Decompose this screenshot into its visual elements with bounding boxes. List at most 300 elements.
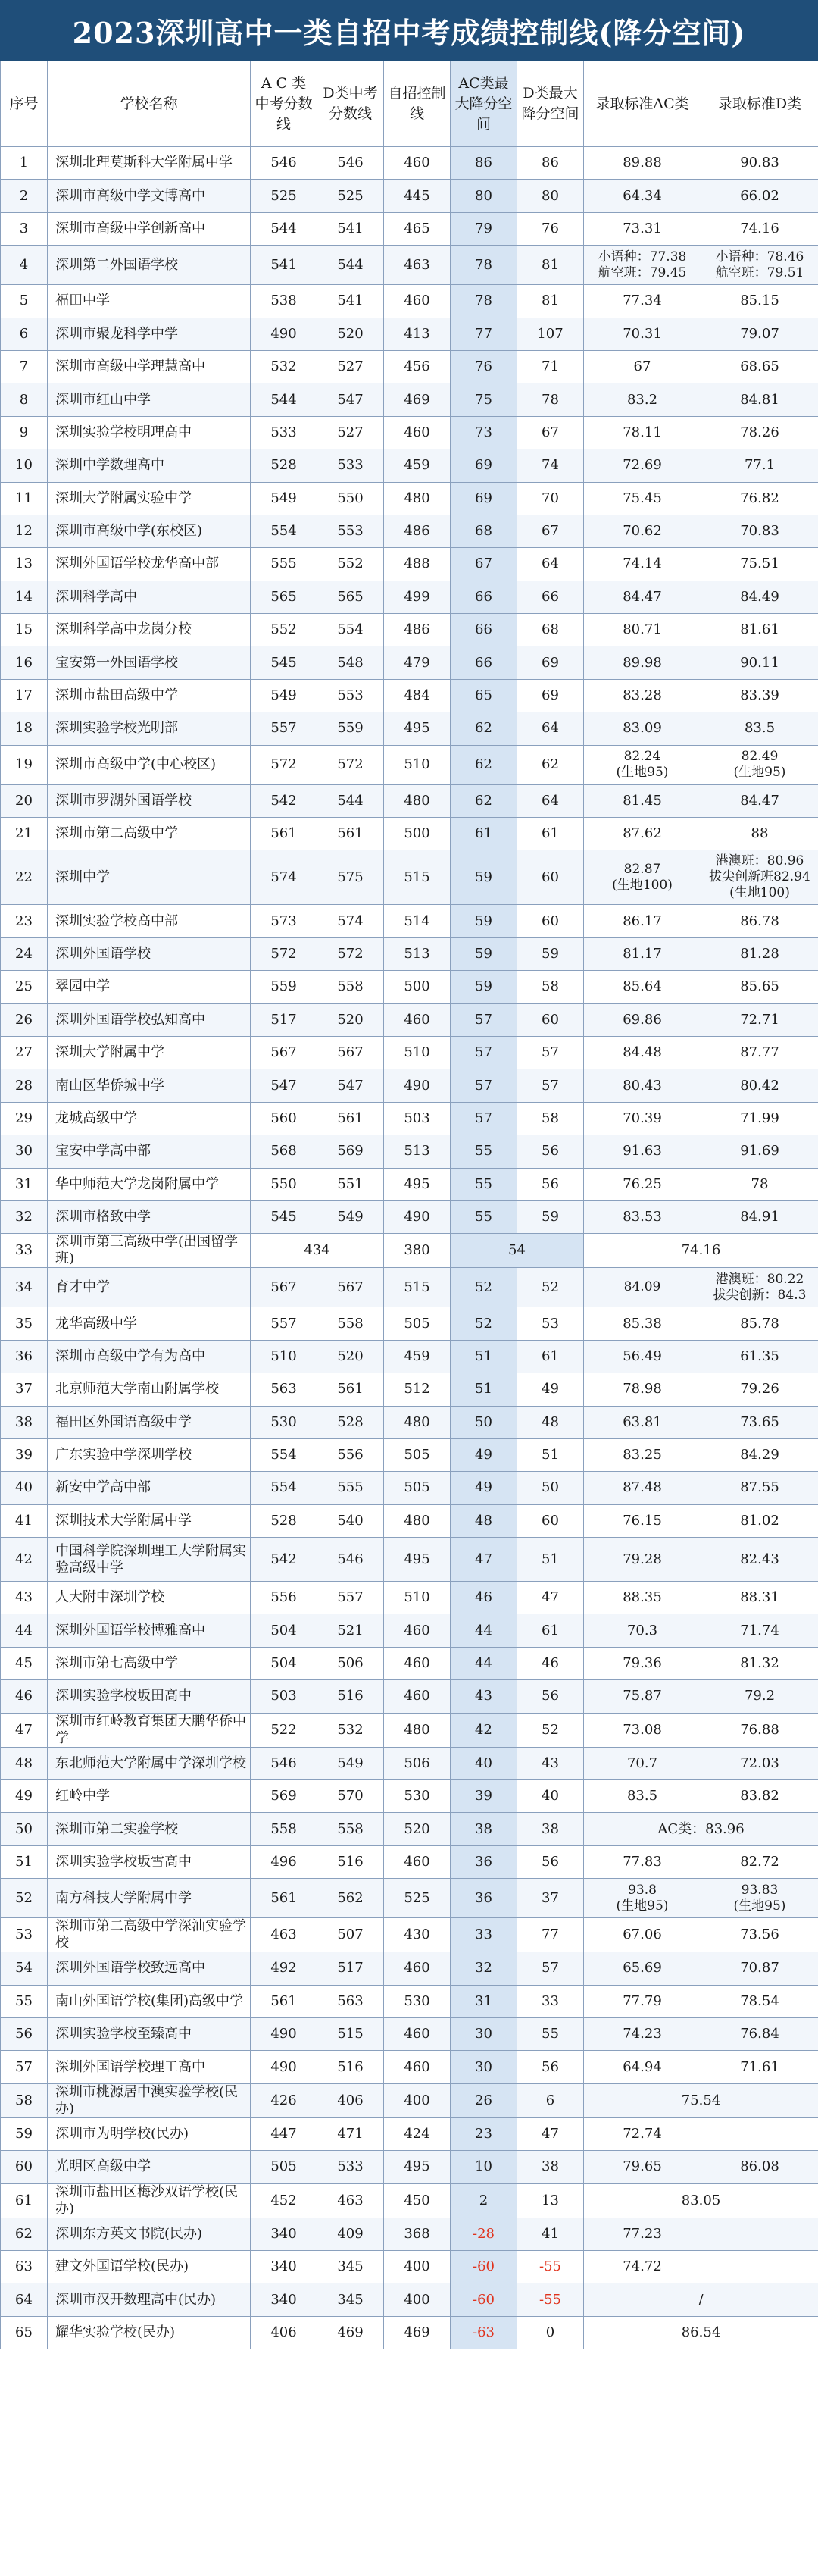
cell-d-max: 81	[517, 246, 584, 285]
cell-d-line: 547	[317, 1069, 384, 1102]
table-row	[1, 1747, 818, 1779]
cell-no: 58	[1, 2083, 48, 2117]
cell-d-line: 541	[317, 212, 384, 245]
cell-no: 20	[1, 784, 48, 817]
score-table	[0, 61, 818, 2349]
cell-d-max: 66	[517, 581, 584, 613]
cell-d-line: 561	[317, 1102, 384, 1135]
cell-school-name: 深圳中学	[48, 850, 251, 905]
cell-std-ac: 91.63	[584, 1135, 701, 1168]
cell-no: 30	[1, 1135, 48, 1168]
cell-school-name: 建文外国语学校(民办)	[48, 2250, 251, 2283]
header-std-ac: 录取标准AC类	[584, 61, 701, 147]
cell-no: 14	[1, 581, 48, 613]
cell-d-max: 69	[517, 646, 584, 679]
cell-ac-max: 32	[451, 1952, 517, 1985]
table-row	[1, 1614, 818, 1647]
cell-no: 32	[1, 1200, 48, 1233]
cell-d-max: 51	[517, 1438, 584, 1471]
cell-school-name: 深圳市格致中学	[48, 1200, 251, 1233]
cell-std-d: 71.74	[701, 1614, 818, 1647]
table-row	[1, 318, 818, 350]
cell-ac-max: 76	[451, 350, 517, 383]
table-row	[1, 350, 818, 383]
cell-ac-line: 563	[251, 1373, 317, 1406]
table-row	[1, 285, 818, 318]
cell-ac-line: 533	[251, 416, 317, 449]
cell-std-ac: 84.48	[584, 1036, 701, 1069]
cell-ac-line: 492	[251, 1952, 317, 1985]
cell-ac-max: 36	[451, 1879, 517, 1918]
cell-control-line: 480	[384, 784, 451, 817]
cell-std-d: 79.07	[701, 318, 818, 350]
cell-std-ac: 75.87	[584, 1680, 701, 1713]
table-row	[1, 1813, 818, 1845]
table-row	[1, 850, 818, 905]
cell-d-line: 561	[317, 1373, 384, 1406]
cell-school-name: 光明区高级中学	[48, 2151, 251, 2183]
cell-d-line: 556	[317, 1438, 384, 1471]
table-row	[1, 1713, 818, 1747]
cell-control-line: 400	[384, 2250, 451, 2283]
cell-d-max: 61	[517, 818, 584, 850]
cell-school-name: 翠园中学	[48, 971, 251, 1003]
table-row	[1, 1680, 818, 1713]
cell-d-line: 567	[317, 1268, 384, 1307]
cell-d-line: 471	[317, 2117, 384, 2150]
cell-no: 50	[1, 1813, 48, 1845]
cell-std-d: 71.61	[701, 2051, 818, 2083]
cell-school-name: 龙城高级中学	[48, 1102, 251, 1135]
cell-d-max: 76	[517, 212, 584, 245]
cell-ac-max: 38	[451, 1813, 517, 1845]
cell-ac-line: 542	[251, 784, 317, 817]
cell-control-line: 510	[384, 1582, 451, 1614]
cell-ac-max: 69	[451, 449, 517, 482]
cell-std-d: 61.35	[701, 1340, 818, 1373]
cell-ac-line: 545	[251, 646, 317, 679]
cell-std-ac: 56.49	[584, 1340, 701, 1373]
cell-std-d: 84.29	[701, 1438, 818, 1471]
cell-std-d: 80.42	[701, 1069, 818, 1102]
cell-d-max: 46	[517, 1647, 584, 1679]
cell-school-name: 深圳市高级中学文博高中	[48, 180, 251, 212]
cell-no: 41	[1, 1504, 48, 1537]
cell-d-max: 61	[517, 1340, 584, 1373]
cell-no: 62	[1, 2218, 48, 2250]
cell-d-max: 77	[517, 1918, 584, 1952]
cell-d-line: 575	[317, 850, 384, 905]
cell-d-line: 546	[317, 147, 384, 180]
cell-no: 33	[1, 1234, 48, 1268]
cell-ac-max: 61	[451, 818, 517, 850]
cell-no: 1	[1, 147, 48, 180]
cell-d-max: 38	[517, 1813, 584, 1845]
cell-std-ac: 83.53	[584, 1200, 701, 1233]
cell-d-line: 544	[317, 246, 384, 285]
cell-no: 64	[1, 2283, 48, 2316]
cell-ac-line: 542	[251, 1538, 317, 1582]
cell-school-name: 深圳实验学校明理高中	[48, 416, 251, 449]
cell-school-name: 深圳实验学校高中部	[48, 905, 251, 937]
cell-control-line: 520	[384, 1813, 451, 1845]
cell-std-ac: 87.48	[584, 1472, 701, 1504]
cell-d-max: 56	[517, 1135, 584, 1168]
cell-control-line: 500	[384, 971, 451, 1003]
cell-d-line: 557	[317, 1582, 384, 1614]
cell-control-line: 506	[384, 1747, 451, 1779]
cell-control-line: 512	[384, 1373, 451, 1406]
cell-ac-line: 530	[251, 1406, 317, 1438]
cell-school-name: 深圳市高级中学创新高中	[48, 212, 251, 245]
cell-std-ac: 84.47	[584, 581, 701, 613]
cell-std-ac: 83.25	[584, 1438, 701, 1471]
cell-std-d: 港澳班：80.22 拔尖创新：84.3	[701, 1268, 818, 1307]
cell-ac-line: 549	[251, 482, 317, 515]
cell-std-ac: 70.7	[584, 1747, 701, 1779]
cell-d-max: 60	[517, 850, 584, 905]
cell-no: 45	[1, 1647, 48, 1679]
cell-ac-line: 557	[251, 712, 317, 745]
cell-d-max: 60	[517, 1003, 584, 1036]
cell-school-name: 红岭中学	[48, 1780, 251, 1813]
table-row	[1, 784, 818, 817]
cell-control-line: 400	[384, 2083, 451, 2117]
cell-no: 7	[1, 350, 48, 383]
table-body	[1, 147, 818, 2349]
cell-school-name: 育才中学	[48, 1268, 251, 1307]
table-row	[1, 581, 818, 613]
cell-ac-line: 532	[251, 350, 317, 383]
cell-control-line: 445	[384, 180, 451, 212]
cell-d-line: 558	[317, 1813, 384, 1845]
cell-std-ac: 86.17	[584, 905, 701, 937]
cell-school-name: 深圳市高级中学(东校区)	[48, 515, 251, 547]
cell-std-ac: 74.14	[584, 548, 701, 581]
cell-ac-max: 44	[451, 1614, 517, 1647]
cell-std-ac: 70.39	[584, 1102, 701, 1135]
cell-d-line: 525	[317, 180, 384, 212]
cell-std-ac: 65.69	[584, 1952, 701, 1985]
cell-std-d: 港澳班：80.96 拔尖创新班82.94 (生地100)	[701, 850, 818, 905]
cell-ac-max: -28	[451, 2218, 517, 2250]
cell-d-line: 345	[317, 2283, 384, 2316]
cell-d-line: 527	[317, 350, 384, 383]
cell-school-name: 深圳市聚龙科学中学	[48, 318, 251, 350]
cell-d-line: 574	[317, 905, 384, 937]
cell-std-d: 82.43	[701, 1538, 818, 1582]
cell-ac-max: 57	[451, 1036, 517, 1069]
cell-no: 52	[1, 1879, 48, 1918]
cell-ac-max: 78	[451, 285, 517, 318]
cell-ac-max: 57	[451, 1069, 517, 1102]
cell-ac-line: 490	[251, 2017, 317, 2050]
cell-std-ac: 74.72	[584, 2250, 701, 2283]
table-row	[1, 905, 818, 937]
cell-ac-line: 538	[251, 285, 317, 318]
cell-d-max: 55	[517, 2017, 584, 2050]
cell-ac-line: 522	[251, 1713, 317, 1747]
cell-no: 4	[1, 246, 48, 285]
cell-control-line: 469	[384, 383, 451, 416]
cell-no: 38	[1, 1406, 48, 1438]
cell-school-name: 深圳市第二实验学校	[48, 1813, 251, 1845]
cell-std-d: 70.87	[701, 1952, 818, 1985]
cell-std-d: 84.49	[701, 581, 818, 613]
cell-ac-max: 68	[451, 515, 517, 547]
cell-d-line: 552	[317, 548, 384, 581]
cell-std-d: 83.5	[701, 712, 818, 745]
cell-std-ac: 75.54	[584, 2083, 818, 2117]
cell-std-ac: 88.35	[584, 1582, 701, 1614]
cell-std-ac: 70.62	[584, 515, 701, 547]
header-no: 序号	[1, 61, 48, 147]
cell-ac-max: 40	[451, 1747, 517, 1779]
cell-std-d	[701, 2250, 818, 2283]
cell-school-name: 深圳外国语学校理工高中	[48, 2051, 251, 2083]
cell-school-name: 深圳实验学校至臻高中	[48, 2017, 251, 2050]
cell-ac-line: 528	[251, 1504, 317, 1537]
cell-ac-max: 26	[451, 2083, 517, 2117]
cell-std-d: 85.15	[701, 285, 818, 318]
cell-ac-line: 426	[251, 2083, 317, 2117]
cell-std-ac: 70.31	[584, 318, 701, 350]
cell-d-line: 572	[317, 937, 384, 970]
cell-d-line: 554	[317, 614, 384, 646]
cell-control-line: 490	[384, 1200, 451, 1233]
cell-ac-max: 48	[451, 1504, 517, 1537]
cell-no: 59	[1, 2117, 48, 2150]
cell-std-d: 85.65	[701, 971, 818, 1003]
cell-ac-max: 10	[451, 2151, 517, 2183]
cell-d-line: 533	[317, 2151, 384, 2183]
page-title: 2023深圳高中一类自招中考成绩控制线(降分空间)	[0, 0, 818, 61]
cell-d-line: 515	[317, 2017, 384, 2050]
cell-school-name: 深圳外国语学校龙华高中部	[48, 548, 251, 581]
cell-d-line: 516	[317, 2051, 384, 2083]
cell-d-max: 40	[517, 1780, 584, 1813]
cell-ac-max: 79	[451, 212, 517, 245]
cell-std-ac: 74.16	[584, 1234, 818, 1268]
cell-ac-max: 39	[451, 1780, 517, 1813]
cell-no: 16	[1, 646, 48, 679]
cell-d-max: 48	[517, 1406, 584, 1438]
cell-std-ac: 77.79	[584, 1985, 701, 2017]
cell-no: 49	[1, 1780, 48, 1813]
cell-control-line: 510	[384, 745, 451, 784]
cell-no: 55	[1, 1985, 48, 2017]
cell-d-max: 52	[517, 1268, 584, 1307]
cell-d-line: 567	[317, 1036, 384, 1069]
cell-ac-max: 30	[451, 2051, 517, 2083]
cell-d-line: 572	[317, 745, 384, 784]
cell-control-line: 413	[384, 318, 451, 350]
cell-std-ac: /	[584, 2283, 818, 2316]
table-row	[1, 1168, 818, 1200]
table-row	[1, 1918, 818, 1952]
cell-d-max: 57	[517, 1069, 584, 1102]
cell-ac-line: 544	[251, 212, 317, 245]
table-row	[1, 712, 818, 745]
cell-d-max: 0	[517, 2316, 584, 2349]
table-row	[1, 614, 818, 646]
cell-ac-max: 59	[451, 937, 517, 970]
cell-ac-max: 57	[451, 1003, 517, 1036]
cell-d-max: 56	[517, 1680, 584, 1713]
cell-d-max: 71	[517, 350, 584, 383]
cell-d-max: 67	[517, 416, 584, 449]
cell-std-d: 86.78	[701, 905, 818, 937]
cell-std-ac: 77.83	[584, 1845, 701, 1878]
cell-std-d: 82.49 (生地95)	[701, 745, 818, 784]
cell-d-max: 33	[517, 1985, 584, 2017]
cell-d-max: 64	[517, 548, 584, 581]
table-row	[1, 1406, 818, 1438]
cell-std-ac: 85.64	[584, 971, 701, 1003]
cell-ac-max: -60	[451, 2250, 517, 2283]
cell-control-line: 513	[384, 1135, 451, 1168]
cell-school-name: 深圳外国语学校博雅高中	[48, 1614, 251, 1647]
cell-std-d: 83.82	[701, 1780, 818, 1813]
cell-control-line: 505	[384, 1472, 451, 1504]
table-row	[1, 1504, 818, 1537]
cell-std-ac: 81.45	[584, 784, 701, 817]
cell-std-d: 81.02	[701, 1504, 818, 1537]
table-row	[1, 818, 818, 850]
cell-no: 56	[1, 2017, 48, 2050]
cell-d-max: 56	[517, 1168, 584, 1200]
cell-no: 36	[1, 1340, 48, 1373]
cell-std-ac: 83.28	[584, 679, 701, 712]
cell-school-name: 深圳市第二高级中学深汕实验学校	[48, 1918, 251, 1952]
cell-no: 43	[1, 1582, 48, 1614]
cell-control-line: 484	[384, 679, 451, 712]
cell-school-name: 深圳市高级中学有为高中	[48, 1340, 251, 1373]
cell-school-name: 深圳第二外国语学校	[48, 246, 251, 285]
cell-school-name: 深圳实验学校坂田高中	[48, 1680, 251, 1713]
cell-control-line: 460	[384, 285, 451, 318]
cell-ac-line: 503	[251, 1680, 317, 1713]
cell-control-line: 460	[384, 147, 451, 180]
cell-ac-max: 66	[451, 614, 517, 646]
cell-std-d: 72.71	[701, 1003, 818, 1036]
cell-control-line: 460	[384, 2051, 451, 2083]
cell-d-max: 60	[517, 905, 584, 937]
cell-school-name: 耀华实验学校(民办)	[48, 2316, 251, 2349]
cell-ac-max: 66	[451, 581, 517, 613]
cell-no: 3	[1, 212, 48, 245]
cell-ac-line: 510	[251, 1340, 317, 1373]
cell-std-ac: 85.38	[584, 1307, 701, 1340]
cell-d-max: 38	[517, 2151, 584, 2183]
cell-no: 31	[1, 1168, 48, 1200]
cell-std-ac: 67	[584, 350, 701, 383]
cell-school-name: 南方科技大学附属中学	[48, 1879, 251, 1918]
cell-school-name: 深圳外国语学校致远高中	[48, 1952, 251, 1985]
cell-std-ac: 70.3	[584, 1614, 701, 1647]
cell-ac-line: 447	[251, 2117, 317, 2150]
cell-d-line: 561	[317, 818, 384, 850]
cell-std-ac: 86.54	[584, 2316, 818, 2349]
cell-ac-max: 75	[451, 383, 517, 416]
cell-std-d: 76.88	[701, 1713, 818, 1747]
cell-ac-max: 23	[451, 2117, 517, 2150]
cell-ac-line: 340	[251, 2218, 317, 2250]
cell-school-name: 深圳外国语学校	[48, 937, 251, 970]
cell-d-line: 549	[317, 1747, 384, 1779]
cell-school-name: 深圳大学附属中学	[48, 1036, 251, 1069]
cell-std-d: 81.61	[701, 614, 818, 646]
cell-ac-line: 554	[251, 1438, 317, 1471]
cell-ac-line: 546	[251, 147, 317, 180]
header-d-line: D类中考分数线	[317, 61, 384, 147]
cell-d-line: 516	[317, 1845, 384, 1878]
cell-control-line: 463	[384, 246, 451, 285]
cell-d-max: 13	[517, 2183, 584, 2218]
cell-no: 35	[1, 1307, 48, 1340]
cell-ac-line: 573	[251, 905, 317, 937]
cell-control-line: 510	[384, 1036, 451, 1069]
cell-d-line: 520	[317, 318, 384, 350]
cell-d-max: 58	[517, 971, 584, 1003]
cell-ac-line: 504	[251, 1647, 317, 1679]
cell-ac-line: 340	[251, 2250, 317, 2283]
cell-std-d: 93.83 (生地95)	[701, 1879, 818, 1918]
cell-ac-max: -60	[451, 2283, 517, 2316]
cell-no: 65	[1, 2316, 48, 2349]
cell-school-name: 深圳大学附属实验中学	[48, 482, 251, 515]
cell-ac-max: 78	[451, 246, 517, 285]
cell-control-line: 456	[384, 350, 451, 383]
cell-ac-max: 2	[451, 2183, 517, 2218]
cell-school-name: 南山区华侨城中学	[48, 1069, 251, 1102]
cell-ac-max: 62	[451, 712, 517, 745]
cell-ac-line: 545	[251, 1200, 317, 1233]
cell-no: 48	[1, 1747, 48, 1779]
cell-ac-line: 546	[251, 1747, 317, 1779]
cell-school-name: 福田区外国语高级中学	[48, 1406, 251, 1438]
cell-ac-max: 36	[451, 1845, 517, 1878]
table-row	[1, 937, 818, 970]
cell-d-line: 544	[317, 784, 384, 817]
cell-d-line: 551	[317, 1168, 384, 1200]
cell-school-name: 深圳外国语学校弘知高中	[48, 1003, 251, 1036]
cell-std-d: 75.51	[701, 548, 818, 581]
cell-d-line: 555	[317, 1472, 384, 1504]
cell-no: 13	[1, 548, 48, 581]
cell-control-line: 460	[384, 1003, 451, 1036]
table-row	[1, 646, 818, 679]
cell-school-name: 新安中学高中部	[48, 1472, 251, 1504]
cell-std-d: 70.83	[701, 515, 818, 547]
cell-control-line: 503	[384, 1102, 451, 1135]
cell-no: 42	[1, 1538, 48, 1582]
cell-d-max: 56	[517, 1845, 584, 1878]
cell-std-ac: 77.34	[584, 285, 701, 318]
cell-ac-max: 77	[451, 318, 517, 350]
cell-no: 53	[1, 1918, 48, 1952]
cell-ac-line: 569	[251, 1780, 317, 1813]
cell-std-d: 78.26	[701, 416, 818, 449]
table-row	[1, 1102, 818, 1135]
cell-control-line: 460	[384, 2017, 451, 2050]
cell-d-max: 53	[517, 1307, 584, 1340]
cell-std-ac: 80.71	[584, 614, 701, 646]
table-row	[1, 1582, 818, 1614]
cell-std-d: 84.91	[701, 1200, 818, 1233]
cell-ac-max: 49	[451, 1472, 517, 1504]
cell-ac-max: 30	[451, 2017, 517, 2050]
